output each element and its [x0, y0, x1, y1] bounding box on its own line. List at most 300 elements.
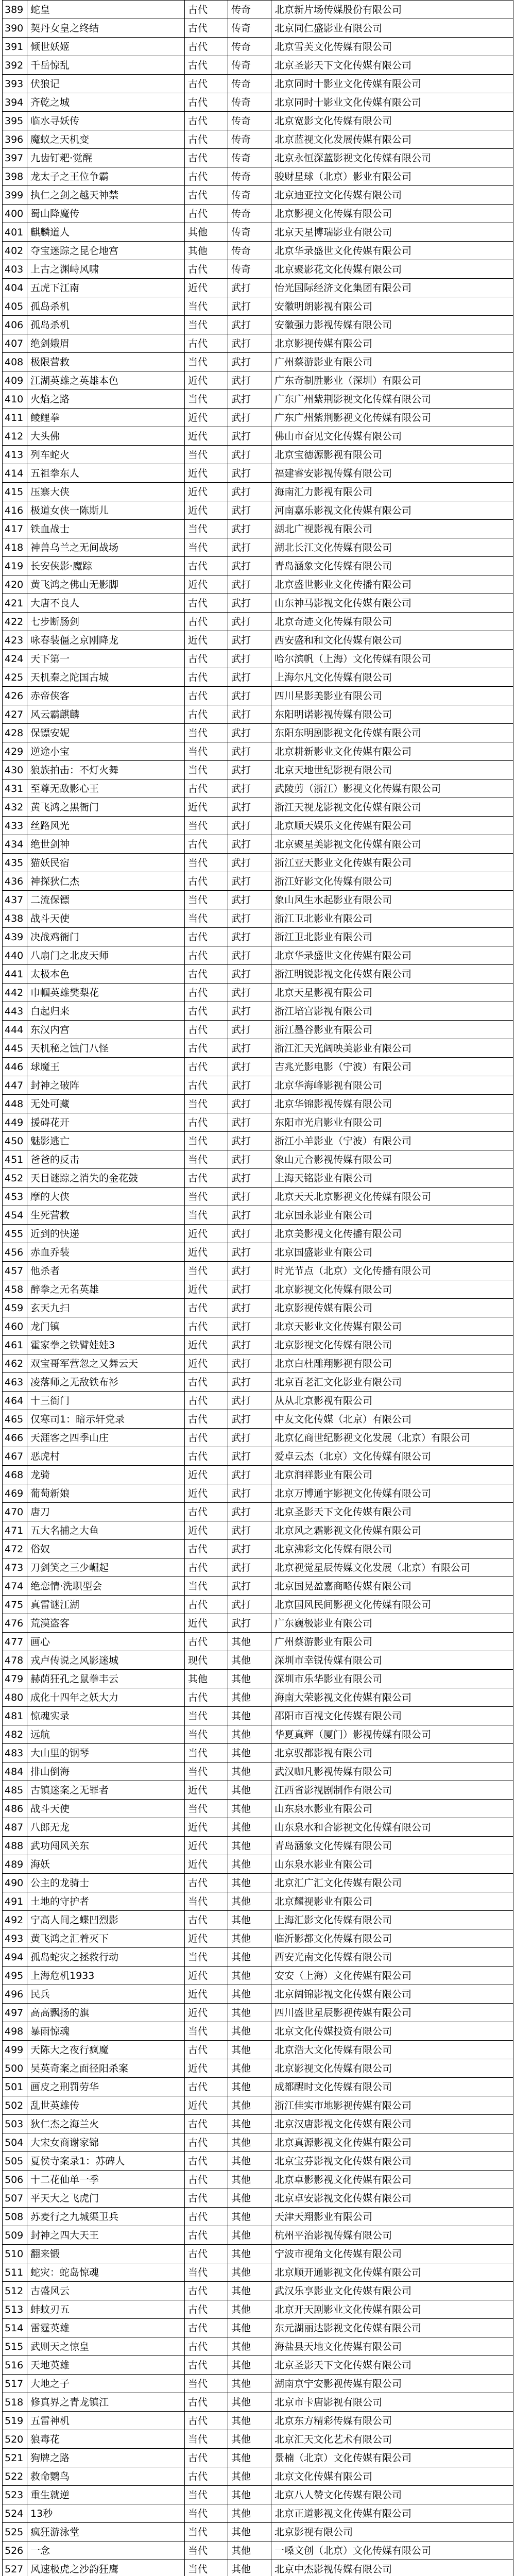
genre-cell: 武打	[228, 353, 271, 371]
title-cell: 蛇皇	[27, 1, 185, 19]
row-number: 470	[3, 1503, 27, 1521]
table-row	[3, 1, 513, 19]
era-cell: 当代	[185, 520, 228, 538]
row-number: 398	[3, 167, 27, 186]
era-cell: 近代	[185, 464, 228, 483]
row-number: 484	[3, 1762, 27, 1781]
company-cell: 广州蔡游影业有限公司	[271, 353, 513, 371]
genre-cell: 其他	[228, 1633, 271, 1651]
era-cell: 古代	[185, 946, 228, 965]
row-number: 519	[3, 2412, 27, 2430]
company-cell: 北京新片场传媒股份有限公司	[271, 1, 513, 19]
row-number: 523	[3, 2486, 27, 2504]
genre-cell: 传奇	[228, 167, 271, 186]
title-cell: 大头佛	[27, 427, 185, 446]
company-cell: 时光节点（北京）文化传播有限公司	[271, 1262, 513, 1280]
era-cell: 古代	[185, 594, 228, 613]
genre-cell: 传奇	[228, 242, 271, 260]
table-row	[3, 501, 513, 520]
company-cell: 临沂影都文化传媒有限公司	[271, 1929, 513, 1948]
era-cell: 古代	[185, 2356, 228, 2375]
company-cell: 北京国永影业有限公司	[271, 1206, 513, 1225]
company-cell: 从从北京影视有限公司	[271, 1392, 513, 1410]
table-row	[3, 1373, 513, 1392]
era-cell: 古代	[185, 1299, 228, 1317]
genre-cell: 武打	[228, 1596, 271, 1614]
table-row	[3, 297, 513, 316]
genre-cell: 武打	[228, 909, 271, 928]
title-cell: 俗奴	[27, 1540, 185, 1558]
company-cell: 北京同时十影业文化传媒有限公司	[271, 75, 513, 93]
company-cell: 广州蔡游影业有限公司	[271, 1633, 513, 1651]
company-cell: 华夏真辉（厦门）影视传媒有限公司	[271, 1725, 513, 1744]
table-row	[3, 1354, 513, 1373]
genre-cell: 其他	[228, 2078, 271, 2096]
era-cell: 近代	[185, 1243, 228, 1262]
company-cell: 北京宝芬影视文化传媒有限公司	[271, 2152, 513, 2171]
era-cell: 古代	[185, 2412, 228, 2430]
title-cell: 保镖安妮	[27, 724, 185, 742]
era-cell: 古代	[185, 872, 228, 891]
genre-cell: 其他	[228, 2523, 271, 2541]
table-row	[3, 186, 513, 205]
era-cell: 古代	[185, 1002, 228, 1021]
title-cell: 救命鹦鸟	[27, 2467, 185, 2486]
row-number: 465	[3, 1410, 27, 1429]
genre-cell: 其他	[228, 1967, 271, 1985]
genre-cell: 武打	[228, 371, 271, 390]
company-cell: 吉兆光影电影（宁波）有限公司	[271, 1058, 513, 1076]
row-number: 406	[3, 316, 27, 334]
genre-cell: 武打	[228, 1521, 271, 1540]
table-row	[3, 2393, 513, 2412]
company-cell: 北京亿商世纪影视文化发展（北京）有限公司	[271, 1429, 513, 1447]
era-cell: 当代	[185, 1707, 228, 1725]
title-cell: 绝剑娥眉	[27, 334, 185, 353]
era-cell: 近代	[185, 1967, 228, 1985]
title-cell: 黄飞鸿之汇着灭下	[27, 1929, 185, 1948]
row-number: 490	[3, 1874, 27, 1892]
table-row	[3, 1225, 513, 1243]
company-cell: 河南嘉乐影视文化传媒有限公司	[271, 501, 513, 520]
company-cell: 上海汇影文化传媒有限公司	[271, 1911, 513, 1929]
row-number: 506	[3, 2171, 27, 2189]
row-number: 423	[3, 631, 27, 650]
row-number: 430	[3, 761, 27, 779]
table-row	[3, 1837, 513, 1855]
table-row	[3, 446, 513, 464]
table-row	[3, 2208, 513, 2226]
genre-cell: 武打	[228, 501, 271, 520]
company-cell: 北京耕新影业文化传媒有限公司	[271, 742, 513, 761]
genre-cell: 武打	[228, 798, 271, 817]
company-cell: 浙江亚天影业文化传媒有限公司	[271, 854, 513, 872]
title-cell: 七步断肠剑	[27, 613, 185, 631]
company-cell: 上海天铭影业有限公司	[271, 1169, 513, 1188]
era-cell: 当代	[185, 1725, 228, 1744]
title-cell: 修真界之青龙镇江	[27, 2393, 185, 2412]
table-row	[3, 798, 513, 817]
era-cell: 当代	[185, 1948, 228, 1967]
company-cell: 杭州平治影视传媒有限公司	[271, 2226, 513, 2245]
table-row	[3, 2096, 513, 2115]
row-number: 444	[3, 1021, 27, 1039]
row-number: 403	[3, 260, 27, 279]
era-cell: 近代	[185, 631, 228, 650]
era-cell: 近代	[185, 371, 228, 390]
row-number: 446	[3, 1058, 27, 1076]
company-cell: 深圳市幸锐传媒有限公司	[271, 1651, 513, 1670]
genre-cell: 武打	[228, 1540, 271, 1558]
era-cell: 近代	[185, 1855, 228, 1874]
table-row	[3, 1688, 513, 1707]
genre-cell: 武打	[228, 1039, 271, 1058]
title-cell: 远航	[27, 1725, 185, 1744]
table-row	[3, 835, 513, 854]
row-number: 400	[3, 205, 27, 223]
era-cell: 当代	[185, 1262, 228, 1280]
table-row	[3, 2486, 513, 2504]
genre-cell: 武打	[228, 1150, 271, 1169]
title-cell: 长安侠影·魔踪	[27, 557, 185, 575]
title-cell: 战斗天使	[27, 1800, 185, 1818]
era-cell: 其他	[185, 223, 228, 242]
company-cell: 浙江小羊影业（宁波）有限公司	[271, 1132, 513, 1150]
title-cell: 大宋女商谢家锦	[27, 2133, 185, 2152]
table-row	[3, 390, 513, 409]
company-cell: 北京驭都影视有限公司	[271, 1744, 513, 1762]
genre-cell: 其他	[228, 2041, 271, 2059]
row-number: 515	[3, 2337, 27, 2356]
row-number: 447	[3, 1076, 27, 1095]
genre-cell: 传奇	[228, 205, 271, 223]
table-row	[3, 1095, 513, 1113]
genre-cell: 其他	[228, 2486, 271, 2504]
table-row	[3, 2078, 513, 2096]
company-cell: 北京圣影天下文化传媒有限公司	[271, 2356, 513, 2375]
company-cell: 北京同仁盛影业有限公司	[271, 19, 513, 38]
table-row	[3, 1466, 513, 1484]
company-cell: 湖北广视影视有限公司	[271, 520, 513, 538]
title-cell: 霍家拳之铁臂娃娃3	[27, 1336, 185, 1354]
title-cell: 凌落师之无敌铁布衫	[27, 1373, 185, 1392]
era-cell: 古代	[185, 19, 228, 38]
title-cell: 他杀者	[27, 1262, 185, 1280]
genre-cell: 武打	[228, 1503, 271, 1521]
row-number: 483	[3, 1744, 27, 1762]
table-row	[3, 2300, 513, 2319]
title-cell: 鲮鲤拳	[27, 409, 185, 427]
era-cell: 近代	[185, 1781, 228, 1800]
row-number: 427	[3, 705, 27, 724]
row-number: 521	[3, 2449, 27, 2467]
table-row	[3, 223, 513, 242]
title-cell: 绝世剑神	[27, 835, 185, 854]
company-cell: 北京奇迹文化传媒有限公司	[271, 613, 513, 631]
title-cell: 蚌蚊刃五	[27, 2300, 185, 2319]
table-row	[3, 75, 513, 93]
row-number: 397	[3, 149, 27, 167]
genre-cell: 武打	[228, 946, 271, 965]
row-number: 456	[3, 1243, 27, 1262]
title-cell: 决战鸡衙门	[27, 928, 185, 946]
row-number: 493	[3, 1929, 27, 1948]
genre-cell: 武打	[228, 1169, 271, 1188]
title-cell: 恶虎村	[27, 1447, 185, 1466]
title-cell: 极限营救	[27, 353, 185, 371]
genre-cell: 武打	[228, 1299, 271, 1317]
table-row	[3, 742, 513, 761]
row-number: 431	[3, 779, 27, 798]
genre-cell: 其他	[228, 1892, 271, 1911]
title-cell: 赫荫狂孔之鼠拳丰云	[27, 1670, 185, 1688]
row-number: 394	[3, 93, 27, 112]
title-cell: 极道女侠一陈斯儿	[27, 501, 185, 520]
title-cell: 天涯客之四季山庄	[27, 1429, 185, 1447]
company-cell: 东阳市光启影业有限公司	[271, 1113, 513, 1132]
genre-cell: 武打	[228, 557, 271, 575]
company-cell: 湖南京宁安影视传媒有限公司	[271, 2375, 513, 2393]
table-row	[3, 2523, 513, 2541]
era-cell: 古代	[185, 1874, 228, 1892]
row-number: 467	[3, 1447, 27, 1466]
title-cell: 狗牌之路	[27, 2449, 185, 2467]
row-number: 441	[3, 965, 27, 984]
title-cell: 高高飘扬的旗	[27, 2004, 185, 2022]
genre-cell: 其他	[228, 1651, 271, 1670]
company-cell: 骏财星球（北京）影业有限公司	[271, 167, 513, 186]
row-number: 415	[3, 483, 27, 501]
title-cell: 画心	[27, 1633, 185, 1651]
table-row	[3, 1039, 513, 1058]
records-table	[2, 0, 513, 2576]
company-cell: 哈尔滨帆（上海）文化传媒有限公司	[271, 650, 513, 668]
company-cell: 北京开天剧影业文化传媒有限公司	[271, 2300, 513, 2319]
table-row	[3, 2375, 513, 2393]
company-cell: 天津天翔影业有限公司	[271, 2208, 513, 2226]
genre-cell: 武打	[228, 1076, 271, 1095]
title-cell: 咏春装僵之京刚降龙	[27, 631, 185, 650]
genre-cell: 其他	[228, 2226, 271, 2245]
genre-cell: 武打	[228, 390, 271, 409]
genre-cell: 武打	[228, 1577, 271, 1596]
title-cell: 千岳惊乱	[27, 56, 185, 75]
row-number: 503	[3, 2115, 27, 2133]
era-cell: 近代	[185, 483, 228, 501]
era-cell: 近代	[185, 409, 228, 427]
table-row	[3, 650, 513, 668]
table-row	[3, 1132, 513, 1150]
table-row	[3, 409, 513, 427]
era-cell: 当代	[185, 2430, 228, 2449]
era-cell: 当代	[185, 2375, 228, 2393]
table-row	[3, 1447, 513, 1466]
row-number: 433	[3, 817, 27, 835]
genre-cell: 武打	[228, 1558, 271, 1577]
company-cell: 东阳东明剧影视文化传媒有限公司	[271, 724, 513, 742]
title-cell: 东汉内宫	[27, 1021, 185, 1039]
era-cell: 古代	[185, 1410, 228, 1429]
era-cell: 当代	[185, 891, 228, 909]
table-row	[3, 2356, 513, 2375]
title-cell: 孤岛杀机	[27, 316, 185, 334]
genre-cell: 其他	[228, 1911, 271, 1929]
row-number: 518	[3, 2393, 27, 2412]
table-row	[3, 928, 513, 946]
era-cell: 古代	[185, 2467, 228, 2486]
company-cell: 四川星影美影业有限公司	[271, 687, 513, 705]
company-cell: 北京汉唐影视文化传媒有限公司	[271, 2115, 513, 2133]
table-row	[3, 464, 513, 483]
company-cell: 北京雪芙文化传媒有限公司	[271, 38, 513, 56]
table-row	[3, 1521, 513, 1540]
genre-cell: 其他	[228, 2096, 271, 2115]
company-cell: 北京聚影花文化传媒有限公司	[271, 260, 513, 279]
era-cell: 当代	[185, 446, 228, 464]
era-cell: 古代	[185, 130, 228, 149]
title-cell: 五祖拳东人	[27, 464, 185, 483]
title-cell: 狼毒花	[27, 2430, 185, 2449]
row-number: 487	[3, 1818, 27, 1837]
genre-cell: 武打	[228, 1188, 271, 1206]
row-number: 440	[3, 946, 27, 965]
row-number: 462	[3, 1354, 27, 1373]
company-cell: 广东广州紫荆影视文化传媒有限公司	[271, 409, 513, 427]
genre-cell: 传奇	[228, 112, 271, 130]
row-number: 390	[3, 19, 27, 38]
title-cell: 重生就逆	[27, 2486, 185, 2504]
row-number: 524	[3, 2504, 27, 2523]
company-cell: 北京正道影视文化传媒有限公司	[271, 2504, 513, 2523]
era-cell: 近代	[185, 1985, 228, 2004]
era-cell: 古代	[185, 75, 228, 93]
table-row	[3, 371, 513, 390]
era-cell: 古代	[185, 1058, 228, 1076]
table-row	[3, 2004, 513, 2022]
table-row	[3, 1707, 513, 1725]
company-cell: 北京白杜雕翔影视有限公司	[271, 1354, 513, 1373]
genre-cell: 其他	[228, 1837, 271, 1855]
row-number: 422	[3, 613, 27, 631]
company-cell: 上海尔凡文化传媒有限公司	[271, 668, 513, 687]
company-cell: 北京影视文化传媒有限公司	[271, 1280, 513, 1299]
era-cell: 古代	[185, 1447, 228, 1466]
era-cell: 当代	[185, 2523, 228, 2541]
company-cell: 北京东方精彩传媒有限公司	[271, 2412, 513, 2430]
genre-cell: 其他	[228, 2282, 271, 2300]
title-cell: 双宝哥军营忽之又舞云天	[27, 1354, 185, 1373]
era-cell: 古代	[185, 1429, 228, 1447]
row-number: 514	[3, 2319, 27, 2337]
table-row	[3, 1392, 513, 1410]
genre-cell: 其他	[228, 2504, 271, 2523]
title-cell: 神兽乌兰之无间战场	[27, 538, 185, 557]
company-cell: 北京沸彩文化传媒有限公司	[271, 1540, 513, 1558]
company-cell: 北京宝德源影视有限公司	[271, 446, 513, 464]
company-cell: 四川盛世星辰影视传媒有限公司	[271, 2004, 513, 2022]
row-number: 526	[3, 2541, 27, 2560]
title-cell: 大地之子	[27, 2375, 185, 2393]
table-row	[3, 1577, 513, 1596]
genre-cell: 武打	[228, 1373, 271, 1392]
era-cell: 古代	[185, 1503, 228, 1521]
table-row	[3, 279, 513, 297]
table-row	[3, 2560, 513, 2576]
title-cell: 赤血乔装	[27, 1243, 185, 1262]
row-number: 432	[3, 798, 27, 817]
genre-cell: 其他	[228, 1800, 271, 1818]
title-cell: 葡萄新娘	[27, 1484, 185, 1503]
era-cell: 古代	[185, 1113, 228, 1132]
company-cell: 北京视觉星辰传媒文化发展（北京）有限公司	[271, 1558, 513, 1577]
era-cell: 古代	[185, 2189, 228, 2208]
row-number: 452	[3, 1169, 27, 1188]
company-cell: 浙江卫北影业有限公司	[271, 928, 513, 946]
era-cell: 当代	[185, 854, 228, 872]
company-cell: 北京八人赞文化传媒有限公司	[271, 2486, 513, 2504]
genre-cell: 其他	[228, 2189, 271, 2208]
title-cell: 翻来锻	[27, 2245, 185, 2263]
row-number: 439	[3, 928, 27, 946]
era-cell: 近代	[185, 1484, 228, 1503]
genre-cell: 其他	[228, 2208, 271, 2226]
genre-cell: 武打	[228, 1021, 271, 1039]
table-row	[3, 93, 513, 112]
era-cell: 古代	[185, 112, 228, 130]
era-cell: 近代	[185, 1837, 228, 1855]
genre-cell: 武打	[228, 538, 271, 557]
era-cell: 古代	[185, 1039, 228, 1058]
genre-cell: 其他	[228, 2263, 271, 2282]
table-row	[3, 1206, 513, 1225]
genre-cell: 其他	[228, 2022, 271, 2041]
row-number: 480	[3, 1688, 27, 1707]
genre-cell: 武打	[228, 779, 271, 798]
era-cell: 近代	[185, 798, 228, 817]
table-row	[3, 260, 513, 279]
row-number: 437	[3, 891, 27, 909]
genre-cell: 传奇	[228, 149, 271, 167]
title-cell: 天目谜踪之消失的金花鼓	[27, 1169, 185, 1188]
title-cell: 契丹女皇之终结	[27, 19, 185, 38]
era-cell: 古代	[185, 1688, 228, 1707]
company-cell: 怡光国际经济文化集团有限公司	[271, 279, 513, 297]
era-cell: 近代	[185, 575, 228, 594]
row-number: 474	[3, 1577, 27, 1596]
title-cell: 援碍花开	[27, 1113, 185, 1132]
title-cell: 平天大之飞虎门	[27, 2189, 185, 2208]
row-number: 507	[3, 2189, 27, 2208]
title-cell: 大山里的钢琴	[27, 1744, 185, 1762]
title-cell: 江湖英雄之英雄本色	[27, 371, 185, 390]
table-row	[3, 2337, 513, 2356]
row-number: 473	[3, 1558, 27, 1577]
company-cell: 北京华海峰影视有限公司	[271, 1076, 513, 1095]
row-number: 445	[3, 1039, 27, 1058]
title-cell: 公主的龙骑士	[27, 1874, 185, 1892]
title-cell: 白起归来	[27, 1002, 185, 1021]
table-row	[3, 1781, 513, 1800]
row-number: 488	[3, 1837, 27, 1855]
title-cell: 十三衙门	[27, 1392, 185, 1410]
row-number: 492	[3, 1911, 27, 1929]
company-cell: 浙江佳实市地影视传媒有限公司	[271, 2096, 513, 2115]
company-cell: 西安盛和和文化传媒有限公司	[271, 631, 513, 650]
table-row	[3, 1113, 513, 1132]
era-cell: 当代	[185, 2022, 228, 2041]
title-cell: 唐刀	[27, 1503, 185, 1521]
title-cell: 醉拳之无名英雄	[27, 1280, 185, 1299]
